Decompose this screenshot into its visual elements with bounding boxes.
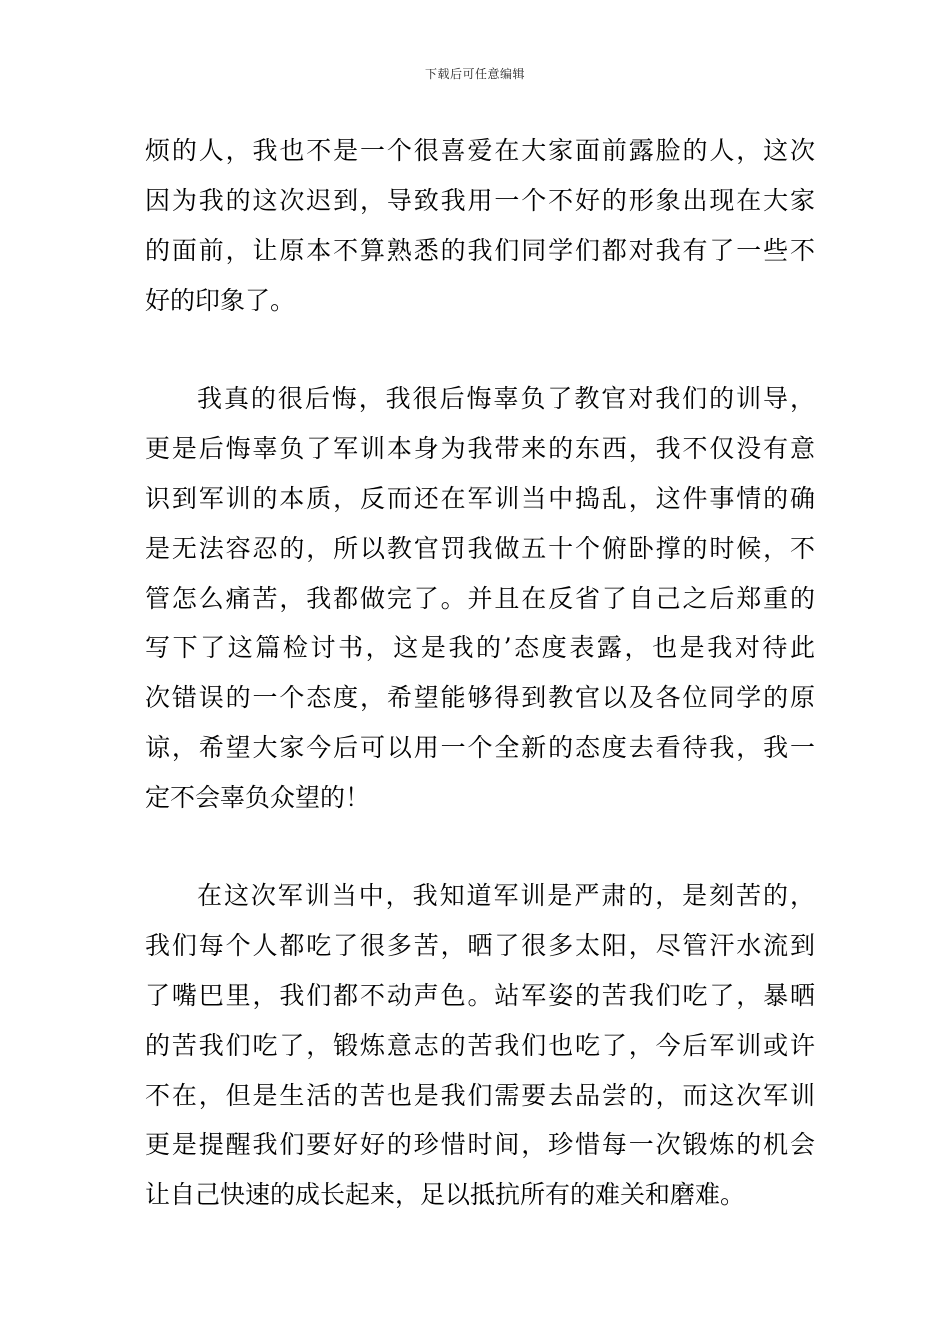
- text-line: 在这次军训当中，我知道军训是严肃的，是刻苦的，: [197, 881, 815, 910]
- text-line: 了嘴巴里，我们都不动声色。站军姿的苦我们吃了，暴晒: [145, 981, 815, 1010]
- text-line: 定不会辜负众望的！: [145, 783, 371, 812]
- text-line: 的苦我们吃了，锻炼意志的苦我们也吃了，今后军训或许: [145, 1031, 815, 1060]
- text-line: 好的印象了。: [145, 286, 296, 315]
- page-header: 下载后可任意编辑: [424, 67, 525, 81]
- text-line: 我们每个人都吃了很多苦，晒了很多太阳，尽管汗水流到: [145, 931, 815, 960]
- text-line: 的面前，让原本不算熟悉的我们同学们都对我有了一些不: [145, 236, 815, 265]
- text-line: 我真的很后悔，我很后悔辜负了教官对我们的训导，: [197, 384, 815, 413]
- text-line: 识到军训的本质，反而还在军训当中捣乱，这件事情的确: [145, 484, 815, 513]
- text-line: 让自己快速的成长起来，足以抵抗所有的难关和磨难。: [145, 1180, 746, 1209]
- text-line: 谅，希望大家今后可以用一个全新的态度去看待我，我一: [145, 733, 815, 762]
- text-line: 因为我的这次迟到，导致我用一个不好的形象出现在大家: [145, 186, 815, 215]
- text-line: 更是提醒我们要好好的珍惜时间，珍惜每一次锻炼的机会: [145, 1130, 815, 1159]
- text-line: 写下了这篇检讨书，这是我的’态度表露，也是我对待此: [145, 633, 815, 662]
- text-line: 是无法容忍的，所以教官罚我做五十个俯卧撑的时候，不: [145, 534, 815, 563]
- text-line: 更是后悔辜负了军训本身为我带来的东西，我不仅没有意: [145, 434, 815, 463]
- text-line: 管怎么痛苦，我都做完了。并且在反省了自己之后郑重的: [145, 584, 815, 613]
- text-line: 次错误的一个态度，希望能够得到教官以及各位同学的原: [145, 683, 815, 712]
- text-line: 不在，但是生活的苦也是我们需要去品尝的，而这次军训: [145, 1081, 815, 1110]
- text-line: 烦的人，我也不是一个很喜爱在大家面前露脸的人，这次: [145, 136, 815, 165]
